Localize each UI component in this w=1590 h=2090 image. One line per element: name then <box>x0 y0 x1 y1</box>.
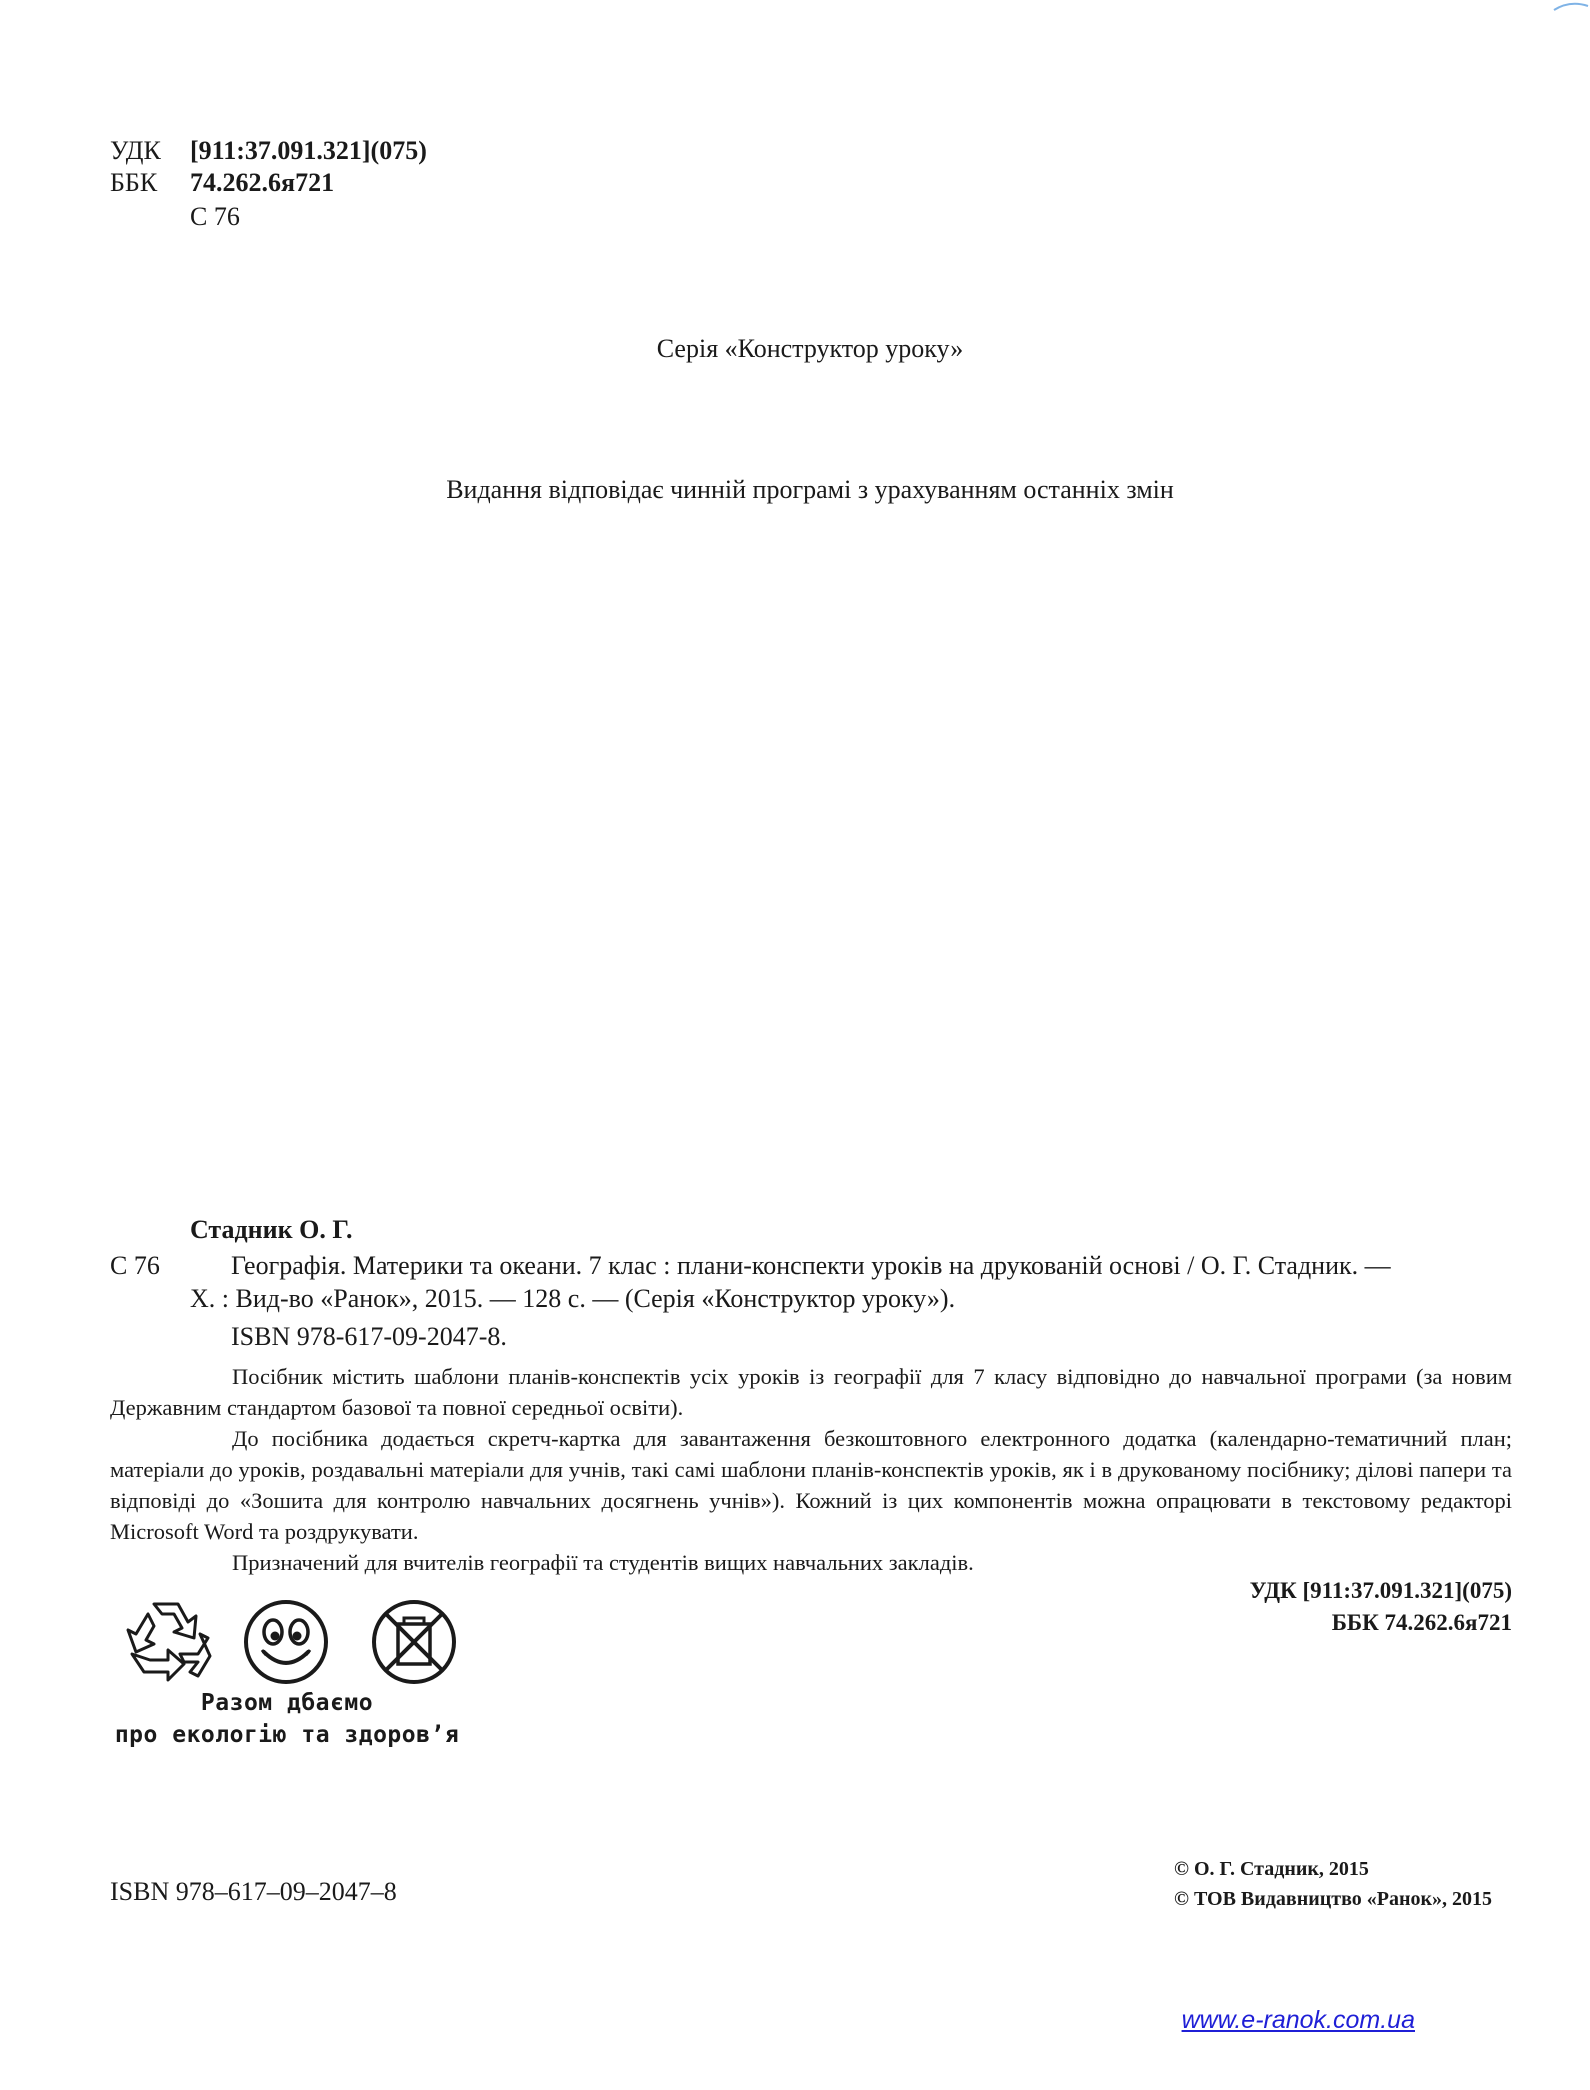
author-code: С 76 <box>190 202 240 231</box>
copyright-author: © О. Г. Стадник, 2015 <box>1174 1858 1369 1880</box>
author-name: Стадник О. Г. <box>190 1215 353 1244</box>
eco-caption-line-1: Разом дбаємо <box>200 1690 374 1716</box>
series-title: Серія «Конструктор уроку» <box>656 334 964 363</box>
udk-line <box>110 135 427 167</box>
description-paragraph-3: Призначений для вчителів географії та студентів вищих навчальних закладів. <box>232 1550 974 1575</box>
description-paragraph-1: Посібник містить шаблони планів-конспектів усіх уроків із географії для 7 класу відповідно до навчальної програми (за новим Державним стандартом базової та повної середньої освіти). <box>110 1364 1512 1420</box>
bibliography-line-2: Х. : Вид-во «Ранок», 2015. — 128 с. — (Серія «Конструктор уроку»). <box>190 1284 956 1313</box>
corner-decoration-icon <box>1550 0 1590 14</box>
recycle-icon <box>118 1598 214 1682</box>
copyright-publisher: © ТОВ Видавництво «Ранок», 2015 <box>1174 1888 1493 1910</box>
author-code-line <box>110 201 240 233</box>
bbk-value: 74.262.6я721 <box>190 168 335 197</box>
website-link[interactable]: www.e-ranok.com.ua <box>1181 2006 1415 2034</box>
bibliography-code: С 76 <box>110 1251 160 1280</box>
udk-value: [911:37.091.321](075) <box>190 136 427 165</box>
bbk-right-line: ББК 74.262.6я721 <box>1331 1610 1512 1635</box>
bbk-line <box>110 167 334 199</box>
copyright-block <box>1174 1854 1492 1914</box>
smiley-face-icon <box>242 1598 330 1686</box>
bbk-label: ББК <box>110 168 158 197</box>
no-bleach-icon <box>370 1598 458 1686</box>
eco-caption <box>108 1687 466 1751</box>
eco-caption-line-2: про екологію та здоров’я <box>114 1722 460 1748</box>
description <box>110 1361 1512 1578</box>
description-paragraph-2: До посібника додається скретч-картка для завантаження безкоштовного електронного додатка (календарно-тематичний план; матеріали до уроків, роздавальні матеріали для учнів, такі самі шаблони планів-конспектів уроків, як і в друкованому посібнику; ділові папери та відповіді до «Зошита для контролю навчальних досягнень учнів»). Кожний із цих компонентів можна опрацювати в текстовому редакторі Microsoft Word та роздрукувати. <box>110 1426 1512 1544</box>
isbn-bottom: ISBN 978–617–09–2047–8 <box>110 1877 397 1906</box>
udk-label: УДК <box>110 136 161 165</box>
edition-note: Видання відповідає чинній програмі з урахуванням останніх змін <box>446 475 1174 504</box>
bibliography-isbn: ISBN 978-617-09-2047-8. <box>231 1322 507 1351</box>
udk-right-line: УДК [911:37.091.321](075) <box>1249 1578 1512 1603</box>
bibliography-line-1: Географія. Материки та океани. 7 клас : плани-конспекти уроків на друкованій основі / О. Г. Стадник. — <box>231 1251 1391 1280</box>
